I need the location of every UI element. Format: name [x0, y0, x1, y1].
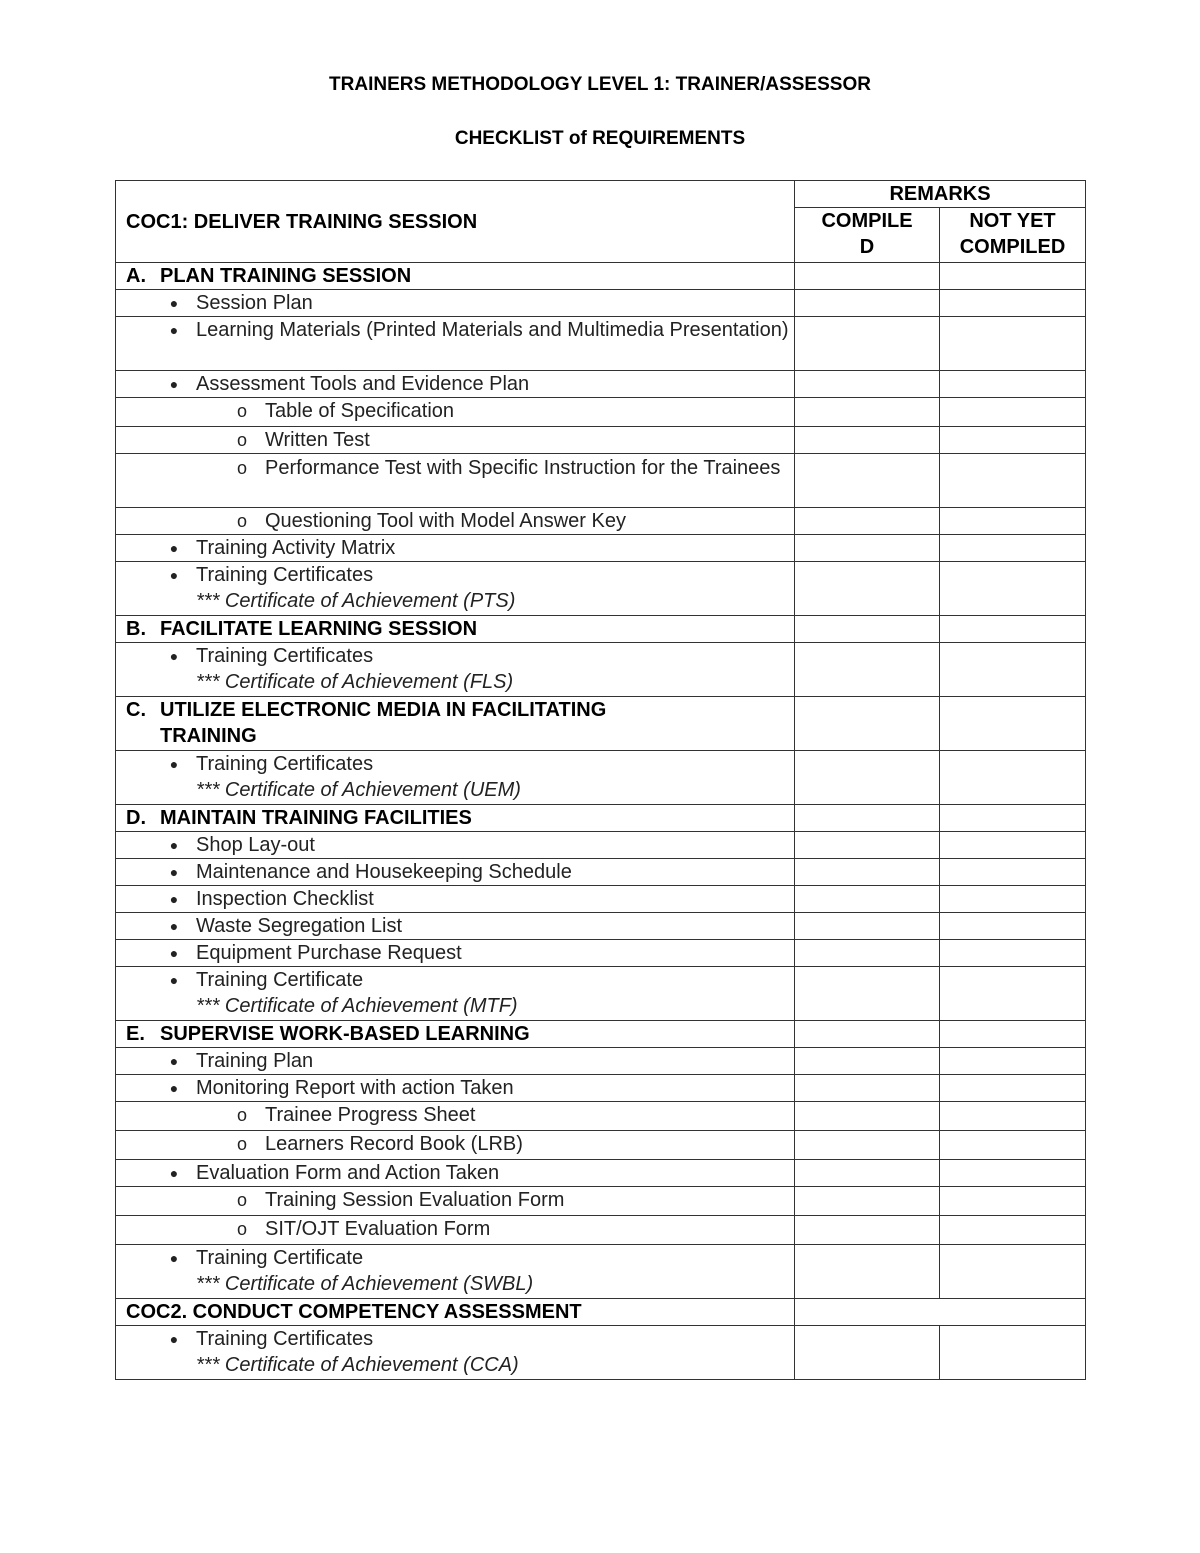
not-yet-compiled-cell[interactable] — [940, 1048, 1086, 1075]
requirement-label: Training Activity Matrix — [196, 537, 396, 559]
table-row — [116, 1102, 1086, 1131]
not-yet-compiled-cell[interactable] — [940, 886, 1086, 913]
coc2-header-row — [116, 1299, 1086, 1326]
requirement-label: Performance Test with Specific Instruction for the Trainees — [265, 457, 781, 479]
requirement-label: Evaluation Form and Action Taken — [196, 1162, 500, 1184]
requirement-label: Shop Lay-out — [196, 834, 315, 856]
not-yet-compiled-cell[interactable] — [940, 1160, 1086, 1187]
compiled-cell[interactable] — [795, 805, 940, 832]
bullet-icon: ● — [169, 567, 179, 583]
circle-bullet-icon: o — [236, 1134, 247, 1154]
bullet-icon: ● — [169, 756, 179, 772]
not-yet-compiled-cell[interactable] — [940, 1326, 1086, 1380]
bullet-icon: ● — [169, 864, 179, 880]
circle-bullet-icon: o — [236, 430, 247, 450]
compiled-cell[interactable] — [795, 1326, 940, 1380]
table-row — [116, 454, 1086, 508]
compiled-cell[interactable] — [795, 832, 940, 859]
coc2-title: COC2. CONDUCT COMPETENCY ASSESSMENT — [116, 1299, 795, 1326]
circle-bullet-icon: o — [236, 401, 247, 421]
not-yet-compiled-cell[interactable] — [940, 427, 1086, 454]
bullet-icon: ● — [169, 1250, 179, 1266]
section-e-header: E. SUPERVISE WORK-BASED LEARNING — [116, 1021, 795, 1048]
coc2-remarks-cell[interactable] — [795, 1299, 1086, 1326]
requirement-label: Trainee Progress Sheet — [265, 1104, 476, 1126]
table-row — [116, 290, 1086, 317]
not-yet-compiled-cell[interactable] — [940, 1187, 1086, 1216]
compiled-cell[interactable] — [795, 859, 940, 886]
table-row — [116, 398, 1086, 427]
requirement-label: Training Certificate — [196, 969, 364, 991]
certificate-note: *** Certificate of Achievement (UEM) — [196, 779, 521, 801]
bullet-icon: ● — [169, 945, 179, 961]
compiled-cell[interactable] — [795, 1216, 940, 1245]
compiled-cell[interactable] — [795, 290, 940, 317]
compiled-cell[interactable] — [795, 1021, 940, 1048]
coc1-title: COC1: DELIVER TRAINING SESSION — [116, 181, 795, 263]
compiled-cell[interactable] — [795, 1187, 940, 1216]
certificate-note: *** Certificate of Achievement (PTS) — [196, 590, 516, 612]
not-yet-compiled-cell[interactable] — [940, 1021, 1086, 1048]
not-yet-compiled-cell[interactable] — [940, 290, 1086, 317]
circle-bullet-icon: o — [236, 458, 247, 478]
section-header-row — [116, 697, 1086, 751]
requirement-label: Training Certificates — [196, 753, 374, 775]
section-a-header: A. PLAN TRAINING SESSION — [116, 263, 795, 290]
not-yet-compiled-cell[interactable] — [940, 398, 1086, 427]
table-row — [116, 886, 1086, 913]
compiled-cell[interactable] — [795, 535, 940, 562]
not-yet-compiled-column-header: NOT YET COMPILED — [940, 208, 1086, 263]
compiled-cell[interactable] — [795, 263, 940, 290]
not-yet-compiled-cell[interactable] — [940, 805, 1086, 832]
not-yet-compiled-cell[interactable] — [940, 751, 1086, 805]
requirement-label: Training Session Evaluation Form — [265, 1189, 565, 1211]
remarks-header: REMARKS — [795, 181, 1086, 208]
bullet-icon: ● — [169, 1165, 179, 1181]
section-header-row — [116, 616, 1086, 643]
compiled-cell[interactable] — [795, 562, 940, 616]
requirement-label: Session Plan — [196, 292, 313, 314]
compiled-column-header: COMPILE D — [795, 208, 940, 263]
not-yet-compiled-cell[interactable] — [940, 317, 1086, 371]
requirement-label: Written Test — [265, 429, 370, 451]
compiled-cell[interactable] — [795, 967, 940, 1021]
compiled-cell[interactable] — [795, 1102, 940, 1131]
compiled-cell[interactable] — [795, 643, 940, 697]
table-row — [116, 371, 1086, 398]
requirement-label: Questioning Tool with Model Answer Key — [265, 510, 626, 532]
not-yet-compiled-cell[interactable] — [940, 1131, 1086, 1160]
compiled-cell[interactable] — [795, 1131, 940, 1160]
table-row — [116, 1075, 1086, 1102]
compiled-cell[interactable] — [795, 940, 940, 967]
table-row — [116, 508, 1086, 535]
compiled-cell[interactable] — [795, 398, 940, 427]
bullet-icon: ● — [169, 376, 179, 392]
requirement-label: Table of Specification — [265, 400, 455, 422]
requirement-label: Learners Record Book (LRB) — [265, 1133, 523, 1155]
table-row — [116, 562, 1086, 616]
not-yet-compiled-cell[interactable] — [940, 832, 1086, 859]
section-d-header: D. MAINTAIN TRAINING FACILITIES — [116, 805, 795, 832]
bullet-icon: ● — [169, 837, 179, 853]
requirement-label: Training Certificates — [196, 1328, 374, 1350]
requirement-label: Inspection Checklist — [196, 888, 374, 910]
not-yet-compiled-cell[interactable] — [940, 913, 1086, 940]
compiled-cell[interactable] — [795, 751, 940, 805]
certificate-note: *** Certificate of Achievement (SWBL) — [196, 1273, 534, 1295]
document-title: TRAINERS METHODOLOGY LEVEL 1: TRAINER/ASSESSOR — [329, 74, 871, 95]
table-row — [116, 535, 1086, 562]
requirement-label: Equipment Purchase Request — [196, 942, 462, 964]
certificate-note: *** Certificate of Achievement (CCA) — [196, 1354, 519, 1376]
not-yet-compiled-cell[interactable] — [940, 562, 1086, 616]
compiled-cell[interactable] — [795, 1245, 940, 1299]
bullet-icon: ● — [169, 648, 179, 664]
not-yet-compiled-cell[interactable] — [940, 940, 1086, 967]
table-row — [116, 859, 1086, 886]
not-yet-compiled-cell[interactable] — [940, 371, 1086, 398]
not-yet-compiled-cell[interactable] — [940, 697, 1086, 751]
circle-bullet-icon: o — [236, 1105, 247, 1125]
document-subtitle: CHECKLIST of REQUIREMENTS — [454, 128, 746, 149]
compiled-cell[interactable] — [795, 427, 940, 454]
requirement-label: Training Certificates — [196, 564, 374, 586]
section-header-row — [116, 1021, 1086, 1048]
not-yet-compiled-cell[interactable] — [940, 616, 1086, 643]
not-yet-compiled-cell[interactable] — [940, 1075, 1086, 1102]
compiled-cell[interactable] — [795, 1048, 940, 1075]
bullet-icon: ● — [169, 1053, 179, 1069]
not-yet-compiled-cell[interactable] — [940, 1216, 1086, 1245]
compiled-cell[interactable] — [795, 697, 940, 751]
table-row — [116, 1160, 1086, 1187]
bullet-icon: ● — [169, 540, 179, 556]
requirement-label: Assessment Tools and Evidence Plan — [196, 373, 530, 395]
table-row — [116, 1131, 1086, 1160]
not-yet-compiled-cell[interactable] — [940, 1102, 1086, 1131]
bullet-icon: ● — [169, 972, 179, 988]
requirement-label: Monitoring Report with action Taken — [196, 1077, 514, 1099]
bullet-icon: ● — [169, 891, 179, 907]
requirement-label: Training Certificate — [196, 1247, 364, 1269]
bullet-icon: ● — [169, 918, 179, 934]
not-yet-compiled-cell[interactable] — [940, 967, 1086, 1021]
certificate-note: *** Certificate of Achievement (MTF) — [196, 995, 518, 1017]
compiled-cell[interactable] — [795, 508, 940, 535]
requirements-checklist-table — [115, 180, 1086, 1380]
table-row — [116, 940, 1086, 967]
circle-bullet-icon: o — [236, 511, 247, 531]
table-row — [116, 832, 1086, 859]
compiled-cell[interactable] — [795, 1160, 940, 1187]
section-header-row — [116, 263, 1086, 290]
compiled-cell[interactable] — [795, 454, 940, 508]
table-row — [116, 1216, 1086, 1245]
section-c-header: C. UTILIZE ELECTRONIC MEDIA IN FACILITATING TRAINING — [116, 697, 795, 751]
requirement-label: Maintenance and Housekeeping Schedule — [196, 861, 572, 883]
compiled-cell[interactable] — [795, 616, 940, 643]
compiled-cell[interactable] — [795, 317, 940, 371]
table-row — [116, 1187, 1086, 1216]
table-row — [116, 1245, 1086, 1299]
table-row — [116, 1048, 1086, 1075]
not-yet-compiled-cell[interactable] — [940, 454, 1086, 508]
table-row — [116, 751, 1086, 805]
bullet-icon: ● — [169, 322, 179, 338]
requirement-label: Waste Segregation List — [196, 915, 403, 937]
bullet-icon: ● — [169, 1080, 179, 1096]
not-yet-compiled-cell[interactable] — [940, 859, 1086, 886]
requirement-label: Learning Materials (Printed Materials and Multimedia Presentation) — [196, 319, 789, 341]
table-row — [116, 643, 1086, 697]
not-yet-compiled-cell[interactable] — [940, 263, 1086, 290]
compiled-cell[interactable] — [795, 886, 940, 913]
circle-bullet-icon: o — [236, 1219, 247, 1239]
table-row — [116, 967, 1086, 1021]
bullet-icon: ● — [169, 1331, 179, 1347]
compiled-cell[interactable] — [795, 371, 940, 398]
circle-bullet-icon: o — [236, 1190, 247, 1210]
table-row — [116, 317, 1086, 371]
certificate-note: *** Certificate of Achievement (FLS) — [196, 671, 514, 693]
not-yet-compiled-cell[interactable] — [940, 643, 1086, 697]
requirement-label: Training Plan — [196, 1050, 314, 1072]
requirement-label: Training Certificates — [196, 645, 374, 667]
compiled-cell[interactable] — [795, 913, 940, 940]
compiled-cell[interactable] — [795, 1075, 940, 1102]
requirement-label: SIT/OJT Evaluation Form — [265, 1218, 491, 1240]
table-row — [116, 1326, 1086, 1380]
bullet-icon: ● — [169, 295, 179, 311]
table-row — [116, 427, 1086, 454]
not-yet-compiled-cell[interactable] — [940, 535, 1086, 562]
not-yet-compiled-cell[interactable] — [940, 508, 1086, 535]
table-row — [116, 913, 1086, 940]
section-header-row — [116, 805, 1086, 832]
not-yet-compiled-cell[interactable] — [940, 1245, 1086, 1299]
section-b-header: B. FACILITATE LEARNING SESSION — [116, 616, 795, 643]
